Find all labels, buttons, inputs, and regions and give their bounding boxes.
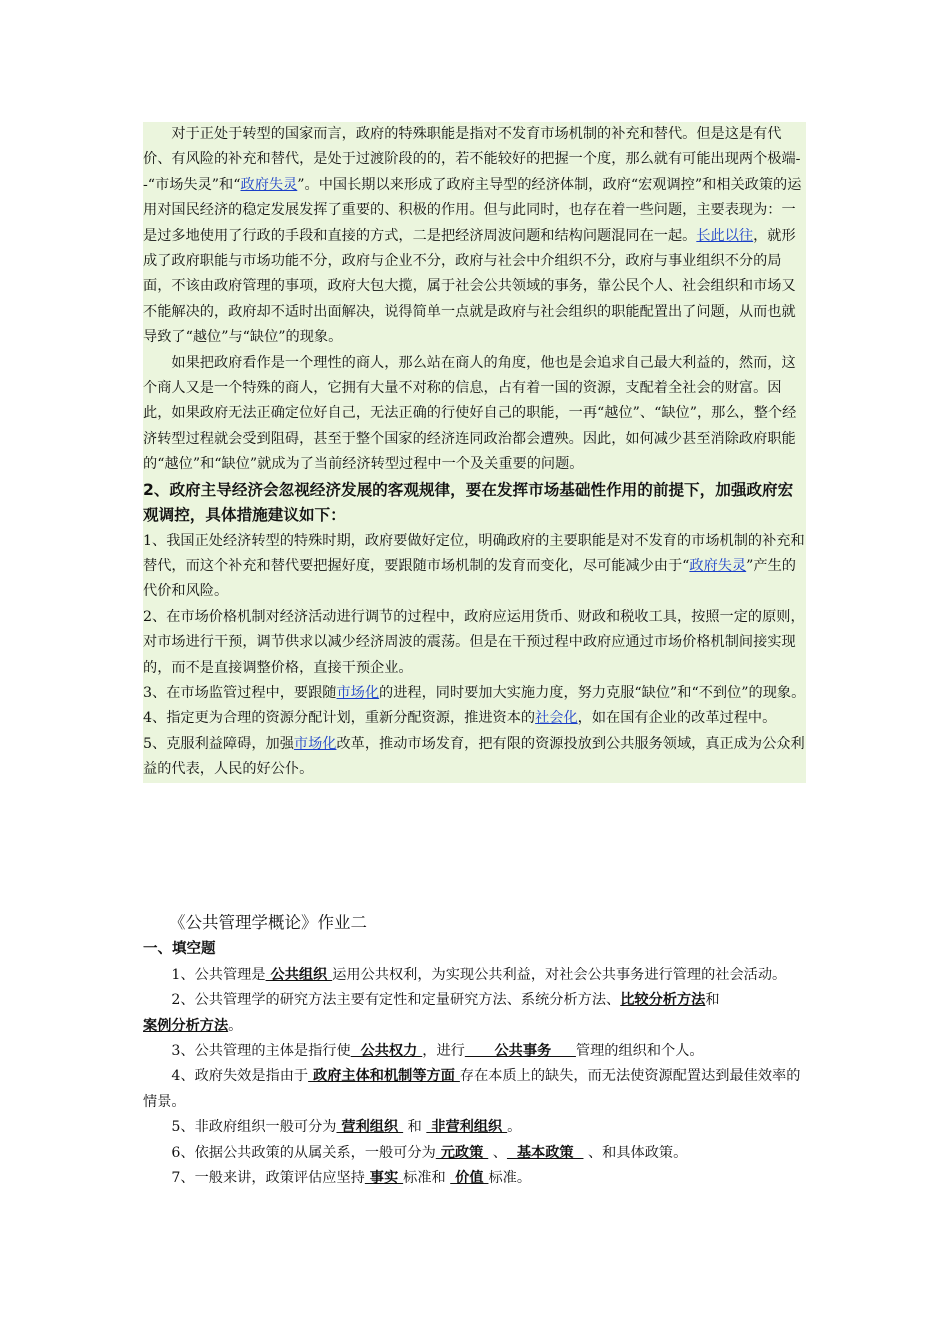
list-item-4 [143,706,806,731]
text: 改革，推动市场发育，把有限的资源投放到公共服务领域，真正成为公众利益的代表，人民的好公仆。 [143,735,805,778]
text: 运用公共权利，为实现公共利益，对社会公共事务进行管理的社会活动。 [332,966,787,983]
list-item-1 [143,529,806,605]
answer: 公共事务 [464,1043,576,1060]
text: 标准。 [488,1170,532,1187]
text: 管理的组织和个人。 [575,1043,704,1060]
text: 7、一般来讲，政策评估应坚持 [171,1170,365,1187]
answer: 基本政策 [506,1144,584,1161]
homework-section [143,910,806,1191]
answer: 政府主体和机制等方面 [308,1068,460,1085]
answer: 公共权力 [350,1043,423,1060]
answer: 比较分析方法 [620,992,706,1009]
text: 对于正处于转型的国家而言，政府的特殊职能是指对不发育市场机制的补充和替代。但是这是有代价、有风险的补充和替代，是处于过渡阶段的的，若不能较好的把握一个度，那么就有可能出现两个极端--“市场失灵”和“ [143,126,801,193]
text: 6、依据公共政策的从属关系，一般可分为 [171,1144,436,1161]
question-4 [143,1064,806,1115]
question-2 [143,988,806,1039]
text: 5、非政府组织一般可分为 [171,1119,337,1136]
highlighted-essay-block [143,122,806,783]
text: 4、指定更为合理的资源分配计划，重新分配资源，推进资本的 [143,710,536,727]
text: 。 [228,1017,243,1034]
list-item-2: 2、在市场价格机制对经济活动进行调节的过程中，政府应运用货币、财政和税收工具，按照一定的原则，对市场进行干预，调节供求以减少经济周波的震荡。但是在干预过程中政府应通过市场价格机制间接实现的，而不是直接调整价格，直接干预企业。 [143,608,805,676]
text: 2、公共管理学的研究方法主要有定性和定量研究方法、系统分析方法、 [171,992,621,1009]
answer: 非营利组织 [426,1119,508,1136]
answer: 事实 [364,1170,404,1187]
link-government-failure[interactable]: 政府失灵 [689,557,747,574]
homework-title: 《公共管理学概论》作业二 [169,913,367,932]
link-long-term[interactable]: 长此以往 [696,227,754,244]
text: 。 [507,1119,522,1136]
text: 3、公共管理的主体是指行使 [171,1043,351,1060]
text: 5、克服利益障碍，加强 [143,735,294,752]
answer: 价值 [450,1170,489,1187]
text: ，就形成了政府职能与市场功能不分，政府与企业不分，政府与社会中介组织不分，政府与事业组织不分的局面，不该由政府管理的事项，政府大包大揽，属于社会公共领域的事务，靠公民个人、社会组织和市场又不能解决的，政府却不适时出面解决，说得简单一点就是政府与社会组织的职能配置出了问题，从而也就导致了“越位”与“缺位”的现象。 [143,227,796,346]
text: ”产生的代价和风险。 [143,557,796,600]
text: 和 [705,992,720,1009]
section-heading: 2、政府主导经济会忽视经济发展的客观规律，要在发挥市场基础性作用的前提下，加强政府宏观调控，具体措施建议如下： [143,480,794,525]
question-7 [143,1166,806,1191]
text: 、和具体政策。 [583,1144,688,1161]
text: 1、公共管理是 [171,966,266,983]
text: 的进程，同时要加大实施力度，努力克服“缺位”和“不到位”的现象。 [379,684,806,701]
link-socialization[interactable]: 社会化 [535,710,578,727]
text: 3、在市场监管过程中，要跟随 [143,684,337,701]
text: 存在本质上的缺失，而无法使资源配置达到最佳效率的情景。 [143,1068,801,1110]
paragraph-2: 如果把政府看作是一个理性的商人，那么站在商人的角度，他也是会追求自己最大利益的，然而，这个商人又是一个特殊的商人，它拥有大量不对称的信息，占有着一国的资源，支配着全社会的财富。因此，如果政府无法正确定位好自己，无法正确的行使好自己的职能，一再“越位”、“缺位”，那么，整个经济转型过程就会受到阻碍，甚至于整个国家的经济连同政治都会遭殃。因此，如何减少甚至消除政府职能的“越位”和“缺位”就成为了当前经济转型过程中一个及关重要的问题。 [143,354,797,473]
text: ”。中国长期以来形成了政府主导型的经济体制，政府“宏观调控”和相关政策的运用对国民经济的稳定发展发挥了重要的、积极的作用。但与此同时，也存在着一些问题，主要表现为：一是过多地使用了行政的手段和直接的方式，二是把经济周波问题和结构问题混同在一起。 [143,176,802,244]
text: 1、我国正处经济转型的特殊时期，政府要做好定位，明确政府的主要职能是对不发育的市场机制的补充和替代，而这个补充和替代要把握好度，要跟随市场机制的发育而变化，尽可能减少由于“ [143,532,805,574]
paragraph-1 [143,122,806,351]
link-marketization[interactable]: 市场化 [336,684,380,701]
link-marketization[interactable]: 市场化 [293,735,337,752]
section-title: 一、填空题 [143,941,216,958]
text: 标准和 [403,1170,451,1187]
list-item-5 [143,732,806,783]
text: 和 [403,1119,427,1136]
question-3 [143,1039,806,1064]
question-5 [143,1115,806,1140]
list-item-3 [143,681,806,706]
answer: 公共组织 [265,966,333,983]
text: ，进行 [422,1043,465,1060]
answer: 元政策 [435,1144,489,1161]
text: 、 [488,1144,507,1161]
text: 4、政府失效是指由于 [171,1068,309,1085]
question-6 [143,1141,806,1166]
text: ，如在国有企业的改革过程中。 [577,710,777,727]
link-government-failure[interactable]: 政府失灵 [240,176,298,193]
answer: 案例分析方法 [143,1017,229,1034]
question-1 [143,963,806,988]
answer: 营利组织 [336,1119,404,1136]
